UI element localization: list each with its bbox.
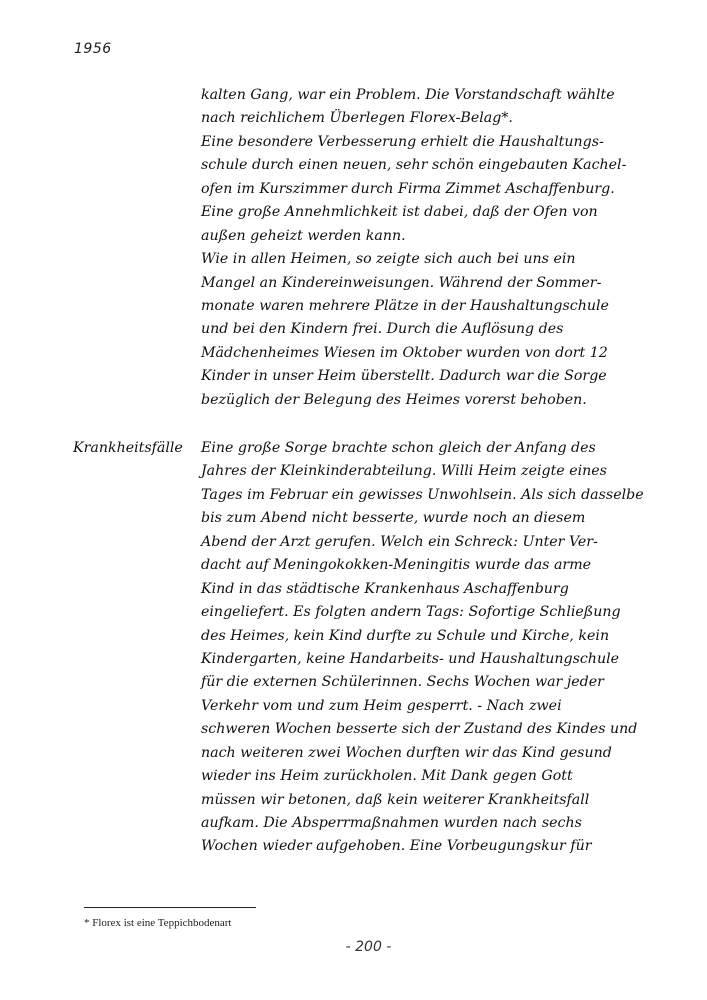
text-line: Mangel an Kindereinweisungen. Während der Sommer- xyxy=(201,274,602,291)
body-section-2 xyxy=(201,437,644,859)
text-line: Tages im Februar ein gewisses Unwohlsein. Als sich dasselbe xyxy=(201,486,644,503)
text-line: Kindergarten, keine Handarbeits- und Haushaltungschule xyxy=(201,650,620,667)
text-line: aufkam. Die Absperrmaßnahmen wurden nach sechs xyxy=(201,815,582,831)
text-line: Abend der Arzt gerufen. Welch ein Schreck: Unter Ver- xyxy=(201,533,598,550)
text-line: und bei den Kindern frei. Durch die Auflösung des xyxy=(201,321,564,338)
text-line: nach reichlichem Überlegen Florex-Belag*. xyxy=(201,110,513,127)
text-line: für die externen Schülerinnen. Sechs Wochen war jeder xyxy=(201,674,604,691)
text-line: Kinder in unser Heim überstellt. Dadurch war die Sorge xyxy=(201,368,607,385)
text-line: außen geheizt werden kann. xyxy=(201,227,406,244)
text-line: Mädchenheimes Wiesen im Oktober wurden von dort 12 xyxy=(201,344,608,361)
text-line: nach weiteren zwei Wochen durften wir das Kind gesund xyxy=(201,744,612,761)
text-line: Kind in das städtische Krankenhaus Aschaffenburg xyxy=(201,580,569,597)
text-line: müssen wir betonen, daß kein weiterer Krankheitsfall xyxy=(201,791,590,808)
text-line: Eine große Sorge brachte schon gleich der Anfang des xyxy=(201,440,596,456)
text-line: eingeliefert. Es folgten andern Tags: Sofortige Schließung xyxy=(201,604,621,621)
text-line: kalten Gang, war ein Problem. Die Vorstandschaft wählte xyxy=(201,87,615,103)
text-line: monate waren mehrere Plätze in der Haushaltungschule xyxy=(201,297,609,314)
footnote-divider xyxy=(84,907,256,908)
text-line: bis zum Abend nicht besserte, wurde noch an diesem xyxy=(201,510,586,527)
body-section-1 xyxy=(201,84,631,412)
text-line: des Heimes, kein Kind durfte zu Schule und Kirche, kein xyxy=(201,627,610,644)
text-line: Eine große Annehmlichkeit ist dabei, daß der Ofen von xyxy=(201,204,598,221)
text-line: Jahres der Kleinkinderabteilung. Willi Heim zeigte eines xyxy=(201,463,607,480)
text-line: ofen im Kurszimmer durch Firma Zimmet Aschaffenburg. xyxy=(201,180,615,197)
footnote: * Florex ist eine Teppichbodenart xyxy=(84,917,232,929)
text-line: schule durch einen neuen, sehr schön eingebauten Kachel- xyxy=(201,157,627,174)
page-year: 1956 xyxy=(74,41,112,57)
margin-heading: Krankheitsfälle xyxy=(73,440,183,456)
text-line: Wochen wieder aufgehoben. Eine Vorbeugungskur für xyxy=(201,838,592,855)
text-line: Wie in allen Heimen, so zeigte sich auch bei uns ein xyxy=(201,251,576,268)
text-line: Verkehr vom und zum Heim gesperrt. - Nach zwei xyxy=(201,697,562,714)
text-line: schweren Wochen besserte sich der Zustand des Kindes und xyxy=(201,721,638,738)
text-line: Eine besondere Verbesserung erhielt die Haushaltungs- xyxy=(201,133,604,150)
text-line: dacht auf Meningokokken-Meningitis wurde das arme xyxy=(201,557,592,574)
text-line: bezüglich der Belegung des Heimes vorerst behoben. xyxy=(201,391,587,408)
page-number: - 200 - xyxy=(345,939,392,955)
text-line: wieder ins Heim zurückholen. Mit Dank gegen Gott xyxy=(201,768,573,785)
